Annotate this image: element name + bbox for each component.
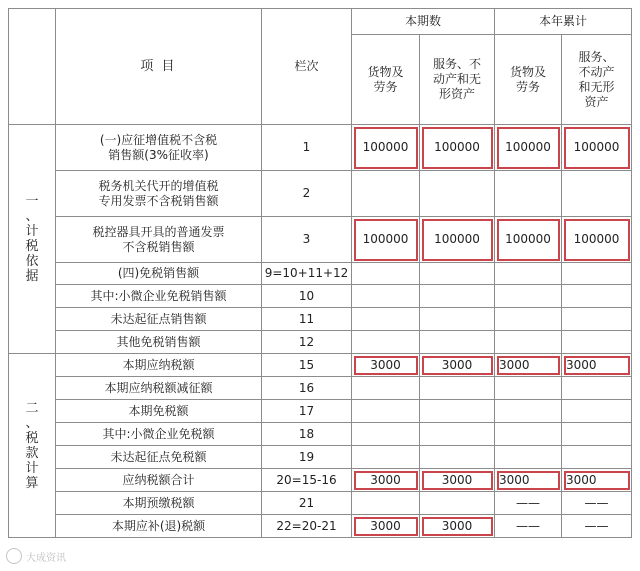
row-value-cell bbox=[352, 171, 420, 217]
row-value-cell: —— bbox=[562, 515, 632, 538]
row-value-cell bbox=[420, 377, 495, 400]
row-item-label: 本期应纳税额减征额 bbox=[56, 377, 262, 400]
row-value-cell bbox=[495, 263, 562, 285]
row-value-cell: 3000 bbox=[420, 515, 495, 538]
row-value-cell: 100000 bbox=[420, 217, 495, 263]
row-value-cell bbox=[562, 400, 632, 423]
row-item-label: 本期免税额 bbox=[56, 400, 262, 423]
row-value-cell bbox=[352, 492, 420, 515]
table-row bbox=[9, 400, 632, 423]
row-value-cell bbox=[562, 377, 632, 400]
row-value-cell: 3000 bbox=[352, 515, 420, 538]
row-value-cell bbox=[352, 308, 420, 331]
row-value-cell: —— bbox=[495, 515, 562, 538]
row-value-cell: 3000 bbox=[420, 469, 495, 492]
row-value-cell bbox=[495, 308, 562, 331]
row-value-cell bbox=[420, 400, 495, 423]
row-value-cell bbox=[495, 446, 562, 469]
watermark-logo-icon bbox=[6, 548, 22, 564]
table-row bbox=[9, 492, 632, 515]
row-value-cell bbox=[420, 492, 495, 515]
ytd-header: 本年累计 bbox=[495, 9, 632, 35]
row-value-cell bbox=[495, 171, 562, 217]
row-item-label: 未达起征点免税额 bbox=[56, 446, 262, 469]
row-value-cell bbox=[420, 423, 495, 446]
row-column-no: 18 bbox=[262, 423, 352, 446]
row-value-cell bbox=[562, 263, 632, 285]
corner-cell bbox=[9, 9, 56, 125]
row-value-cell: 3000 bbox=[562, 354, 632, 377]
row-value-cell: 3000 bbox=[562, 469, 632, 492]
row-column-no: 10 bbox=[262, 285, 352, 308]
row-value-cell: —— bbox=[495, 492, 562, 515]
row-item-label: (四)免税销售额 bbox=[56, 263, 262, 285]
row-column-no: 12 bbox=[262, 331, 352, 354]
row-value-cell bbox=[562, 423, 632, 446]
row-value-cell bbox=[420, 285, 495, 308]
row-value-cell bbox=[562, 285, 632, 308]
watermark-text: 大成资讯 bbox=[26, 552, 66, 564]
row-value-cell bbox=[562, 446, 632, 469]
table-row bbox=[9, 354, 632, 377]
row-value-cell: 3000 bbox=[352, 469, 420, 492]
row-value-cell bbox=[495, 285, 562, 308]
services-header: 服务、不 动产和无 形资产 bbox=[420, 35, 495, 125]
row-value-cell bbox=[420, 171, 495, 217]
table-row bbox=[9, 377, 632, 400]
row-value-cell bbox=[352, 446, 420, 469]
table-row bbox=[9, 217, 632, 263]
row-value-cell bbox=[562, 308, 632, 331]
row-column-no: 17 bbox=[262, 400, 352, 423]
row-value-cell: 100000 bbox=[495, 125, 562, 171]
row-value-cell bbox=[352, 377, 420, 400]
section-tax-basis: 一 、 计 税 依 据 bbox=[9, 125, 56, 354]
row-value-cell: 100000 bbox=[420, 125, 495, 171]
row-value-cell bbox=[562, 171, 632, 217]
row-column-no: 22=20-21 bbox=[262, 515, 352, 538]
row-value-cell: 3000 bbox=[495, 354, 562, 377]
section-tax-calc: 二 、 税 款 计 算 bbox=[9, 354, 56, 538]
row-value-cell bbox=[495, 377, 562, 400]
row-value-cell bbox=[495, 331, 562, 354]
row-value-cell bbox=[352, 263, 420, 285]
table-row bbox=[9, 308, 632, 331]
row-column-no: 3 bbox=[262, 217, 352, 263]
tax-return-table bbox=[8, 8, 632, 538]
row-value-cell: 100000 bbox=[562, 125, 632, 171]
row-item-label: 其中:小微企业免税额 bbox=[56, 423, 262, 446]
row-item-label: 未达起征点销售额 bbox=[56, 308, 262, 331]
row-value-cell bbox=[352, 400, 420, 423]
row-value-cell bbox=[352, 285, 420, 308]
row-value-cell bbox=[420, 308, 495, 331]
row-item-label: 应纳税额合计 bbox=[56, 469, 262, 492]
table-row bbox=[9, 331, 632, 354]
row-value-cell: 100000 bbox=[352, 217, 420, 263]
table-row bbox=[9, 125, 632, 171]
row-value-cell: 3000 bbox=[495, 469, 562, 492]
table-row bbox=[9, 446, 632, 469]
row-value-cell: 100000 bbox=[495, 217, 562, 263]
row-column-no: 21 bbox=[262, 492, 352, 515]
table-row bbox=[9, 515, 632, 538]
row-item-label: 本期预缴税额 bbox=[56, 492, 262, 515]
row-value-cell bbox=[420, 263, 495, 285]
row-column-no: 9=10+11+12 bbox=[262, 263, 352, 285]
row-item-label: 本期应纳税额 bbox=[56, 354, 262, 377]
row-value-cell: 100000 bbox=[352, 125, 420, 171]
row-column-no: 16 bbox=[262, 377, 352, 400]
row-column-no: 15 bbox=[262, 354, 352, 377]
goods-header: 货物及 劳务 bbox=[352, 35, 420, 125]
goods-ytd-header: 货物及 劳务 bbox=[495, 35, 562, 125]
row-item-label: 其中:小微企业免税销售额 bbox=[56, 285, 262, 308]
row-value-cell: 3000 bbox=[420, 354, 495, 377]
row-value-cell bbox=[495, 423, 562, 446]
item-header: 项 目 bbox=[56, 9, 262, 125]
table-row bbox=[9, 423, 632, 446]
table-row bbox=[9, 285, 632, 308]
row-value-cell bbox=[420, 446, 495, 469]
row-column-no: 11 bbox=[262, 308, 352, 331]
row-value-cell bbox=[562, 331, 632, 354]
table-row bbox=[9, 469, 632, 492]
row-value-cell: —— bbox=[562, 492, 632, 515]
row-value-cell bbox=[420, 331, 495, 354]
row-value-cell bbox=[495, 400, 562, 423]
row-item-label: (一)应征增值税不含税 销售额(3%征收率) bbox=[56, 125, 262, 171]
row-value-cell: 3000 bbox=[352, 354, 420, 377]
row-value-cell bbox=[352, 423, 420, 446]
row-column-no: 1 bbox=[262, 125, 352, 171]
row-value-cell bbox=[352, 331, 420, 354]
row-column-no: 20=15-16 bbox=[262, 469, 352, 492]
table-row bbox=[9, 171, 632, 217]
table-row bbox=[9, 263, 632, 285]
row-item-label: 其他免税销售额 bbox=[56, 331, 262, 354]
row-column-no: 19 bbox=[262, 446, 352, 469]
row-item-label: 税务机关代开的增值税 专用发票不含税销售额 bbox=[56, 171, 262, 217]
row-item-label: 本期应补(退)税额 bbox=[56, 515, 262, 538]
row-item-label: 税控器具开具的普通发票 不含税销售额 bbox=[56, 217, 262, 263]
row-column-no: 2 bbox=[262, 171, 352, 217]
period-header: 本期数 bbox=[352, 9, 495, 35]
column-no-header: 栏次 bbox=[262, 9, 352, 125]
services-ytd-header: 服务、 不动产 和无形 资产 bbox=[562, 35, 632, 125]
watermark bbox=[6, 548, 66, 564]
row-value-cell: 100000 bbox=[562, 217, 632, 263]
